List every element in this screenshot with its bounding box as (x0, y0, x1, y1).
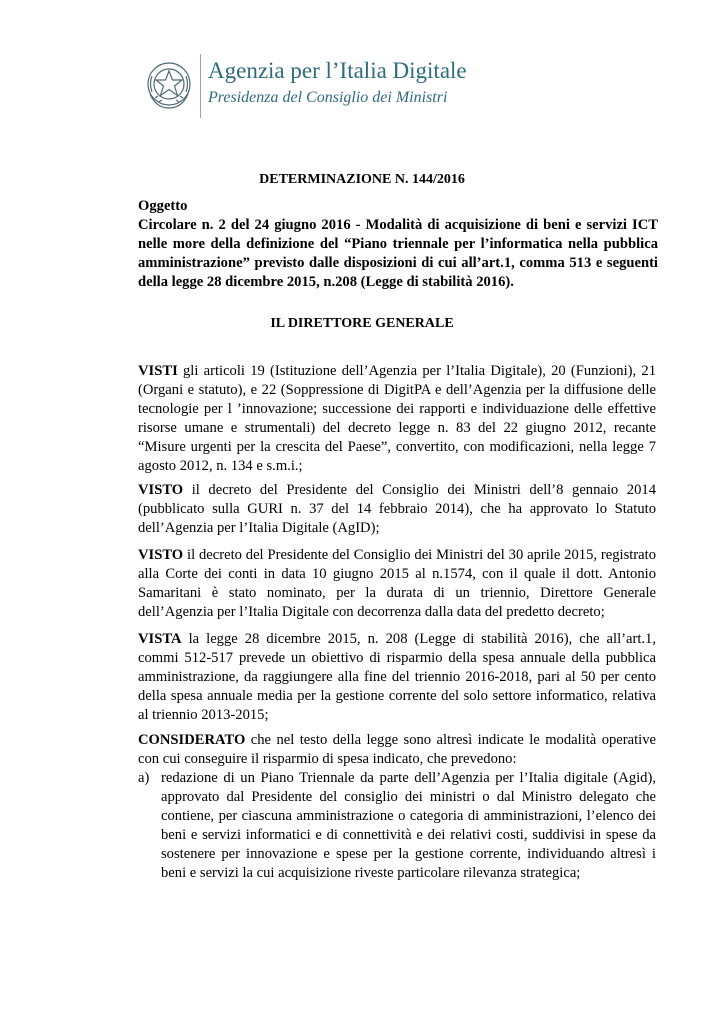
subject-text: Circolare n. 2 del 24 giugno 2016 - Modalità di acquisizione di beni e servizi ICT nelle more della definizione del “Piano triennale per l’informatica nella pubblica amministrazione” previsto dalle disposizioni di cui all’art.1, comma 513 e seguenti della legge 28 dicembre 2015, n.208 (Legge di stabilità 2016). (138, 217, 658, 290)
paragraph-lead: VISTI (138, 363, 178, 379)
paragraph-visti (138, 362, 656, 476)
letterhead (144, 52, 564, 124)
agency-name: Agenzia per l’Italia Digitale (208, 58, 467, 83)
paragraph-text: la legge 28 dicembre 2015, n. 208 (Legge di stabilità 2016), che all’art.1, commi 512-517 prevede un obiettivo di risparmio della spesa annuale della pubblica amministrazione, da raggiungere alla fine del triennio 2016-2018, pari al 50 per cento della spesa annuale media per la gestione corrente del solo settore informatico, relativa al triennio 2013-2015; (138, 631, 656, 723)
list-item (138, 769, 656, 883)
paragraph-considerato (138, 731, 656, 769)
director-heading: IL DIRETTORE GENERALE (270, 316, 454, 331)
paragraph-lead: VISTA (138, 631, 182, 647)
agency-subtitle: Presidenza del Consiglio dei Ministri (208, 89, 448, 106)
italian-republic-emblem-icon (144, 58, 194, 112)
paragraph-visto-statuto (138, 481, 656, 538)
paragraph-lead: VISTO (138, 547, 184, 563)
list-item-text: redazione di un Piano Triennale da parte dell’Agenzia per l’Italia digitale (Agid), approvato dal Presidente del consiglio dei ministri o dal Ministro delegato che contiene, per ciascuna amministrazione o categoria di amministrazioni, l’elenco dei beni e servizi informatici e di connettività e dei relativi costi, suddivisi in spese da sostenere per innovazione e spese per la gestione corrente, individuando altresì i beni e servizi la cui acquisizione riveste particolare rilevanza strategica; (161, 770, 656, 881)
paragraph-visto-nomina (138, 546, 656, 622)
paragraph-lead: CONSIDERATO (138, 732, 246, 748)
paragraph-lead: VISTO (138, 482, 184, 498)
subject-block (138, 197, 658, 292)
paragraph-text: che nel testo della legge sono altresì indicate le modalità operative con cui conseguire il risparmio di spesa indicato, che prevedono: (138, 732, 656, 767)
paragraph-text: il decreto del Presidente del Consiglio dei Ministri dell’8 gennaio 2014 (pubblicato sulla GURI n. 37 del 14 febbraio 2014), che ha approvato lo Statuto dell’Agenzia per l’Italia Digitale (AgID); (138, 482, 656, 536)
paragraph-text: gli articoli 19 (Istituzione dell’Agenzia per l’Italia Digitale), 20 (Funzioni), 21 (Organi e statuto), e 22 (Soppressione di DigitPA e dell’Agenzia per la diffusione delle tecnologie per l ’innovazione; successione dei rapporti e individuazione delle effettive risorse umane e strumentali) del decreto legge n. 83 del 22 giugno 2012, recante “Misure urgenti per la crescita del Paese”, convertito, con modificazioni, nella legge 7 agosto 2012, n. 134 e s.m.i.; (138, 363, 656, 474)
letterhead-divider (200, 54, 201, 118)
paragraph-text: il decreto del Presidente del Consiglio dei Ministri del 30 aprile 2015, registrato alla Corte dei conti in data 10 giugno 2015 al n.1574, con il quale il dott. Antonio Samaritani è stato nominato, per la durata di un triennio, Direttore Generale dell’Agenzia per l’Italia Digitale con decorrenza dalla data del predetto decreto; (138, 547, 656, 620)
subject-heading: Oggetto (138, 198, 188, 214)
determination-title: DETERMINAZIONE N. 144/2016 (259, 172, 465, 187)
paragraph-vista (138, 630, 656, 725)
list-marker: a) (138, 770, 150, 786)
